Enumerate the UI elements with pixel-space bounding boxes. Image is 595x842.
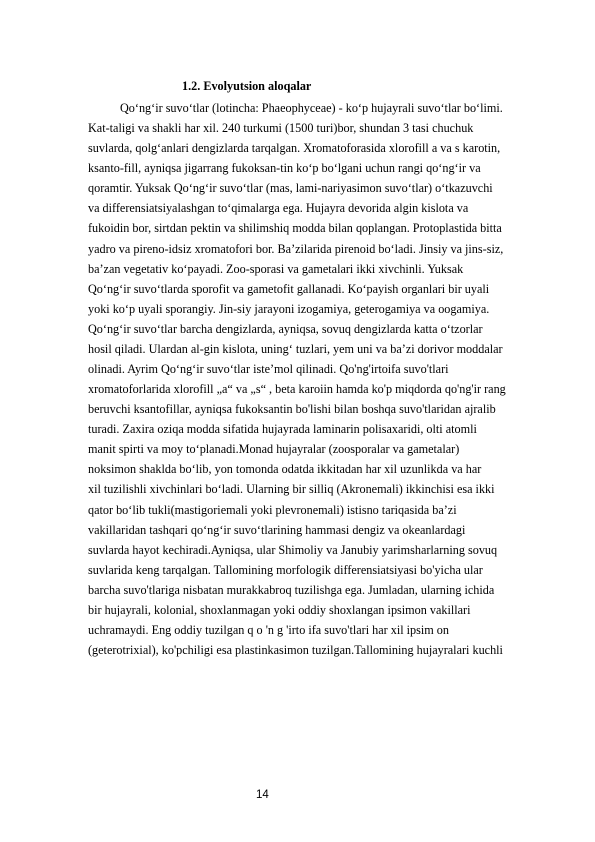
text-line: fukoidin bor, sirtdan pektin va shilimshiq modda bilan qoplangan. Protoplastida bitta [88,221,502,236]
text-line: noksimon shaklda bo‘lib, yon tomonda odatda ikkitadan har xil uzunlikda va har [88,462,482,477]
text-line: bir hujayrali, kolonial, shoxlanmagan yoki oddiy shoxlangan ipsimon vakillari [88,602,471,617]
text-line: Qo‘ng‘ir suvo‘tlarda sporofit va gametofit gallanadi. Ko‘payish organlari bir uyali [88,281,490,296]
text-line: hosil qiladi. Ulardan al-gin kislota, uning‘ tuzlari, yem uni va ba’zi dorivor moddalar [88,341,503,356]
text-line: suvlarda hayot kechiradi.Ayniqsa, ular Shimoliy va Janubiy yarimsharlarning sovuq [88,542,498,557]
text-line: va differensiatsiyalashgan to‘qimalarga ega. Hujayra devorida algin kislota va [88,201,469,216]
section-heading: 1.2. Evolyutsion aloqalar [182,79,312,93]
text-line: vakillaridan tashqari qo‘ng‘ir suvo‘tlarining hammasi dengiz va okeanlardagi [88,522,466,537]
text-line: Kat-taligi va shakli har xil. 240 turkumi (1500 turi)bor, shundan 3 tasi chuchuk [88,121,474,136]
text-line: xromatoforlarida xlorofill „a“ va „s“ , beta karoiin hamda ko'p miqdorda qo'ng'ir rang [88,382,506,397]
text-line: yadro va pireno-idsiz xromatofori bor. Ba’zilarida pirenoid bo‘ladi. Jinsiy va jins-siz, [88,241,504,256]
text-line: suvlarda, qolg‘anlari dengizlarda tarqalgan. Xromatoforasida xlorofill a va s karotin, [88,141,501,156]
text-line: qator bo‘lib tukli(mastigoriemali yoki plevronemali) istisno tariqasida ba’zi [88,502,457,517]
text-line: (geterotrixial), ko'pchiligi esa plastinkasimon tuzilgan.Tallomining hujayralari kuchli [88,643,503,658]
text-line: manit spirti va moy to‘planadi.Monad hujayralar (zoosporalar va gametalar) [88,442,460,457]
text-line: suvlarida keng tarqalgan. Tallomining morfologik differensiatsiyasi bo'yicha ular [88,562,483,577]
text-line: barcha suvo'tlariga nisbatan murakkabroq tuzilishga ega. Jumladan, ularning ichida [88,582,495,597]
text-line: uchramaydi. Eng oddiy tuzilgan q o 'n g 'irto ifa suvo'tlari har xil ipsim on [88,623,449,638]
text-line: ba’zan vegetativ ko‘payadi. Zoo-sporasi va gametalari ikki xivchinli. Yuksak [88,261,464,276]
page-number: 14 [256,789,269,801]
text-line: yoki ko‘p uyali sporangiy. Jin-siy jarayoni izogamiya, geterogamiya va oogamiya. [88,301,490,316]
text-line: olinadi. Ayrim Qo‘ng‘ir suvo‘tlar iste’mol qilinadi. Qo'ng'irtoifa suvo'tlari [88,362,449,377]
body-paragraph [88,98,568,660]
text-line: beruvchi ksantofillar, ayniqsa fukoksantin bo'lishi bilan boshqa suvo'tlaridan ajralib [88,402,496,417]
text-line: turadi. Zaxira oziqa modda sifatida hujayrada laminarin polisaxaridi, olti atomli [88,422,477,437]
text-line: xil tuzilishli xivchinlari bo‘ladi. Ularning bir silliq (Akronemali) ikkinchisi esa ikki [88,482,495,497]
text-line: ksanto-fill, ayniqsa jigarrang fukoksan-tin ko‘p bo‘lgani uchun rangi qo‘ng‘ir va [88,161,481,176]
text-line: Qo‘ng‘ir suvo‘tlar (lotincha: Phaeophyceae) - ko‘p hujayrali suvo‘tlar bo‘limi. [120,101,503,115]
text-line: Qo‘ng‘ir suvo‘tlar barcha dengizlarda, ayniqsa, sovuq dengizlarda katta o‘tzorlar [88,321,483,336]
text-line: qoramtir. Yuksak Qo‘ng‘ir suvo‘tlar (mas, lami-nariyasimon suvo‘tlar) o‘tkazuvchi [88,181,493,196]
